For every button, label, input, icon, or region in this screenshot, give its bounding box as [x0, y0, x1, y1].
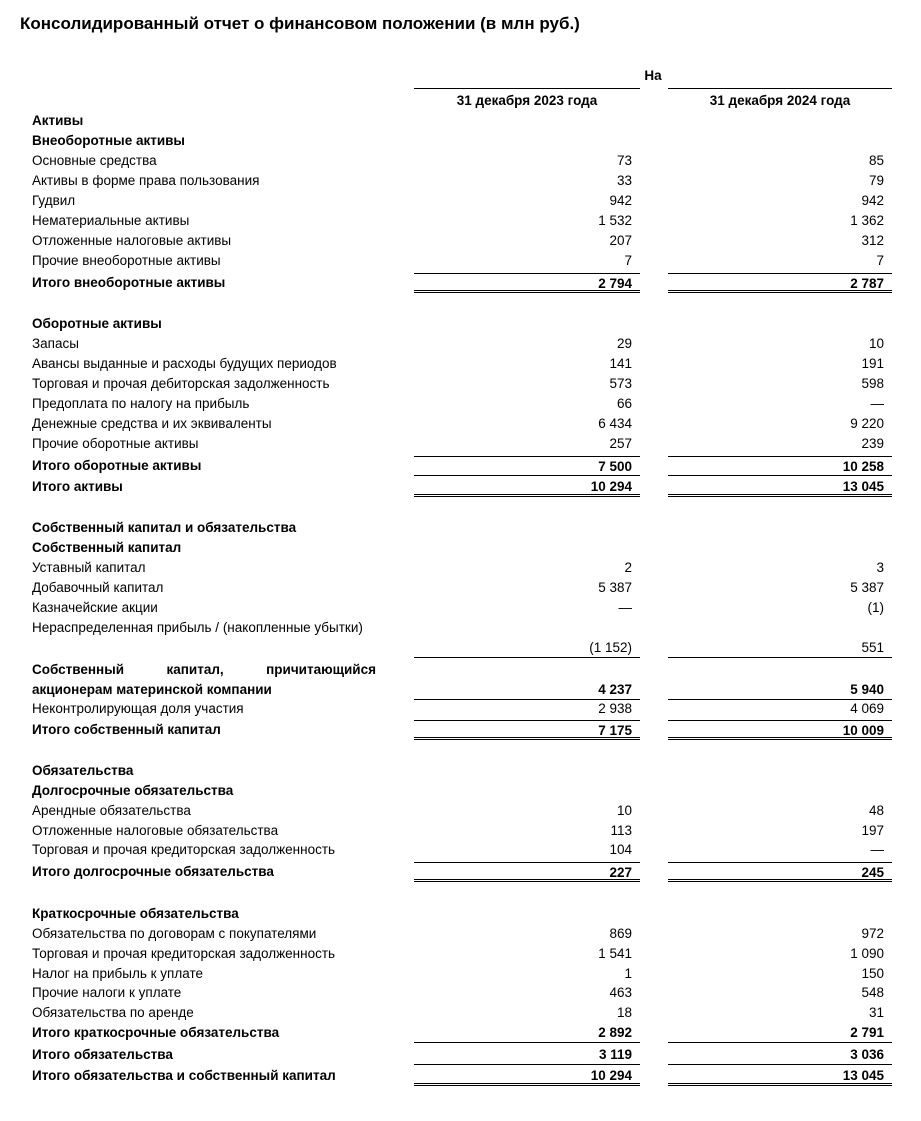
value-2024: — — [870, 396, 884, 411]
row-label: Торговая и прочая кредиторская задолженность — [32, 842, 336, 857]
table-row — [0, 334, 921, 354]
row-label: Гудвил — [32, 193, 76, 208]
row-label: Итого долгосрочные обязательства — [32, 864, 274, 879]
table-row — [0, 964, 921, 984]
row-label: Нематериальные активы — [32, 213, 190, 228]
value-2024: 150 — [861, 966, 884, 981]
table-row — [0, 354, 921, 374]
table-row — [0, 840, 921, 860]
row-label: Уставный капитал — [32, 560, 146, 575]
value-2023: — — [618, 600, 632, 615]
table-row — [0, 414, 921, 434]
table-row — [0, 211, 921, 231]
value-2024: 5 940 — [668, 660, 892, 700]
value-2023: 29 — [616, 336, 632, 351]
row-label: Добавочный капитал — [32, 580, 164, 595]
value-2023: 2 — [624, 560, 632, 575]
table-row — [0, 983, 921, 1003]
value-2023: 2 794 — [414, 273, 640, 293]
value-2024: 3 036 — [668, 1045, 892, 1065]
row-label: Активы в форме права пользования — [32, 173, 260, 188]
value-2023: 207 — [609, 233, 632, 248]
row-label: Обязательства — [32, 763, 134, 778]
table-row-total — [0, 538, 921, 558]
value-2023: 10 294 — [414, 477, 640, 497]
value-2023: 5 387 — [598, 580, 632, 595]
table-row — [0, 171, 921, 191]
row-label: Итого активы — [32, 479, 123, 494]
table-row — [0, 944, 921, 964]
column-group-header: На — [644, 68, 662, 83]
table-row — [0, 801, 921, 821]
value-2023: 10 294 — [414, 1066, 640, 1086]
row-label: Арендные обязательства — [32, 803, 191, 818]
table-row — [0, 231, 921, 251]
row-label: Итого краткосрочные обязательства — [32, 1025, 280, 1040]
table-row — [0, 1003, 921, 1023]
value-2023: 573 — [609, 376, 632, 391]
value-2023: 1 541 — [598, 946, 632, 961]
value-2024: 197 — [861, 823, 884, 838]
value-2024: 312 — [861, 233, 884, 248]
table-row-total — [0, 1045, 921, 1065]
table-row — [0, 251, 921, 271]
row-label: Торговая и прочая кредиторская задолженность — [32, 946, 336, 961]
table-row — [0, 558, 921, 578]
value-2024: 5 387 — [850, 580, 884, 595]
value-2023: 73 — [616, 153, 632, 168]
row-label: Собственный капитал — [32, 540, 182, 555]
page-title: Консолидированный отчет о финансовом положении (в млн руб.) — [20, 14, 580, 33]
value-2024: 1 362 — [850, 213, 884, 228]
row-label: Отложенные налоговые активы — [32, 233, 232, 248]
table-row — [0, 434, 921, 454]
value-2024: 2 791 — [668, 1023, 892, 1043]
row-label: Торговая и прочая дебиторская задолженность — [32, 376, 330, 391]
table-row-total — [0, 456, 921, 476]
value-2023: 3 119 — [414, 1045, 640, 1065]
table-row — [0, 598, 921, 618]
value-2023: 6 434 — [598, 416, 632, 431]
row-label: Неконтролирующая доля участия — [32, 701, 244, 716]
row-label: Авансы выданные и расходы будущих периодов — [32, 356, 337, 371]
row-label: Итого обязательства и собственный капитал — [32, 1068, 336, 1083]
table-row-total — [0, 477, 921, 497]
value-2023: 113 — [610, 823, 632, 838]
value-2023: 7 175 — [414, 720, 640, 740]
value-2024: 85 — [868, 153, 884, 168]
row-label: Обязательства по аренде — [32, 1005, 194, 1020]
table-row-total — [0, 111, 921, 131]
table-row — [0, 151, 921, 171]
row-label: Налог на прибыль к уплате — [32, 966, 203, 981]
value-2024: — — [870, 842, 884, 857]
value-2024: 10 258 — [668, 456, 892, 476]
value-2023: 141 — [609, 356, 632, 371]
value-2023: 104 — [609, 842, 632, 857]
row-label: Внеоборотные активы — [32, 133, 185, 148]
value-2024: 548 — [861, 985, 884, 1000]
value-2023: 4 237 — [414, 660, 640, 700]
row-label: Прочие внеоборотные активы — [32, 253, 221, 268]
value-2024: 245 — [668, 862, 892, 882]
table-row — [0, 618, 921, 658]
value-2023: 1 532 — [598, 213, 632, 228]
column-header-2023: 31 декабря 2023 года — [414, 88, 640, 111]
value-2024: 191 — [861, 356, 884, 371]
table-row-total — [0, 781, 921, 801]
value-2023: 869 — [609, 926, 632, 941]
row-label: Итого внеоборотные активы — [32, 275, 226, 290]
value-2024: 2 787 — [668, 273, 892, 293]
row-label: Краткосрочные обязательства — [32, 906, 239, 921]
value-2023: 7 — [624, 253, 632, 268]
row-label: Предоплата по налогу на прибыль — [32, 396, 250, 411]
row-label: Денежные средства и их эквиваленты — [32, 416, 272, 431]
table-row-total — [0, 1066, 921, 1086]
table-row — [0, 821, 921, 841]
table-row-total — [0, 518, 921, 538]
row-label: Прочие оборотные активы — [32, 436, 199, 451]
value-2024: 598 — [861, 376, 884, 391]
value-2024: 13 045 — [668, 477, 892, 497]
value-2023: 227 — [414, 862, 640, 882]
value-2024: 79 — [868, 173, 884, 188]
value-2024: 4 069 — [850, 701, 884, 716]
row-label: Основные средства — [32, 153, 157, 168]
value-2023: 66 — [616, 396, 632, 411]
row-label: Отложенные налоговые обязательства — [32, 823, 279, 838]
table-row-total — [0, 1023, 921, 1043]
value-2024: 239 — [861, 436, 884, 451]
table-row-total — [0, 660, 921, 700]
table-row — [0, 394, 921, 414]
table-row-total — [0, 273, 921, 293]
table-row-total — [0, 761, 921, 781]
value-2024: 972 — [861, 926, 884, 941]
table-row — [0, 699, 921, 719]
value-2024: 7 — [876, 253, 884, 268]
value-2024: 551 — [668, 618, 892, 658]
value-2024: 13 045 — [668, 1066, 892, 1086]
table-row — [0, 578, 921, 598]
value-2023: (1 152) — [414, 618, 640, 658]
value-2023: 10 — [616, 803, 632, 818]
value-2024: 3 — [876, 560, 884, 575]
table-row — [0, 374, 921, 394]
row-label: Прочие налоги к уплате — [32, 985, 182, 1000]
value-2023: 2 938 — [598, 701, 632, 716]
column-header-2024: 31 декабря 2024 года — [668, 88, 892, 111]
table-row — [0, 191, 921, 211]
row-label: Нераспределенная прибыль / (накопленные убытки) — [32, 620, 363, 635]
value-2023: 942 — [609, 193, 632, 208]
table-row — [0, 924, 921, 944]
value-2024: 10 009 — [668, 720, 892, 740]
value-2023: 1 — [624, 966, 632, 981]
row-label: Собственный капитал, причитающийся акционерам материнской компании — [32, 662, 376, 697]
row-label: Обязательства по договорам с покупателями — [32, 926, 317, 941]
table-row-total — [0, 720, 921, 740]
row-label: Казначейские акции — [32, 600, 158, 615]
value-2024: 10 — [868, 336, 884, 351]
row-label: Долгосрочные обязательства — [32, 783, 234, 798]
row-label: Активы — [32, 113, 84, 128]
value-2024: 1 090 — [850, 946, 884, 961]
value-2023: 18 — [616, 1005, 632, 1020]
row-label: Итого оборотные активы — [32, 458, 202, 473]
value-2024: 31 — [868, 1005, 884, 1020]
value-2023: 2 892 — [414, 1023, 640, 1043]
row-label: Итого собственный капитал — [32, 722, 221, 737]
value-2023: 7 500 — [414, 456, 640, 476]
row-label: Собственный капитал и обязательства — [32, 520, 297, 535]
table-row-total — [0, 131, 921, 151]
value-2024: (1) — [867, 600, 884, 615]
value-2023: 33 — [616, 173, 632, 188]
value-2024: 942 — [861, 193, 884, 208]
table-row-total — [0, 314, 921, 334]
value-2024: 9 220 — [850, 416, 884, 431]
row-label: Итого обязательства — [32, 1047, 173, 1062]
row-label: Запасы — [32, 336, 79, 351]
row-label: Оборотные активы — [32, 316, 162, 331]
table-row-total — [0, 862, 921, 882]
value-2023: 257 — [609, 436, 632, 451]
value-2024: 48 — [868, 803, 884, 818]
value-2023: 463 — [609, 985, 632, 1000]
table-row-total — [0, 904, 921, 924]
